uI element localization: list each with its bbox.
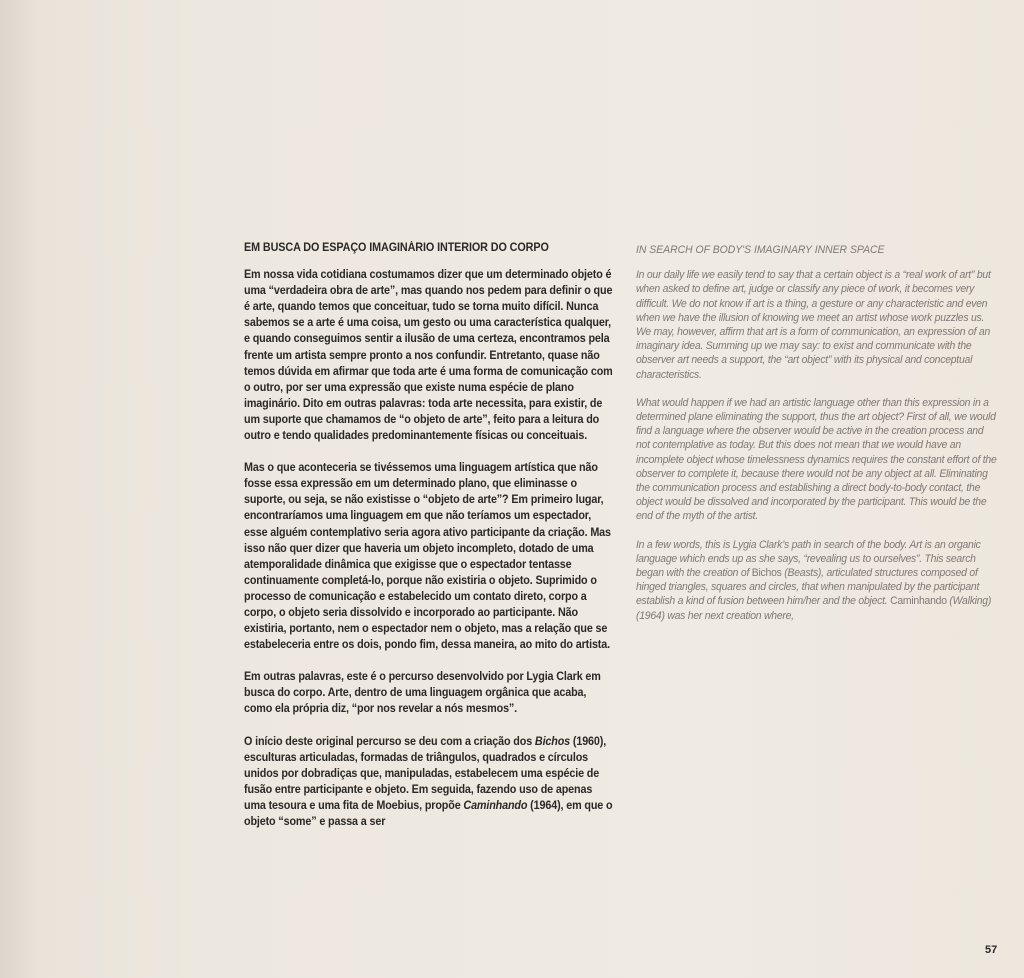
english-p3-bichos: Bichos — [751, 567, 782, 580]
english-p3-caminhando: Caminhando — [890, 595, 947, 608]
english-p3-text-b: (Beasts), articulated structures composed of hinged triangles, squares and circles, that when manipulated by the participant establish a kind of fusion between him/her and the object. — [636, 567, 980, 608]
portuguese-p4-text-b: (1960), esculturas articuladas, formadas de triângulos, quadrados e círculos unidos por dobradiças que, manipuladas, estabelecem uma espécie de fusão entre participante e objeto. Em seguida, fazendo uso de apenas uma tesoura e uma fita de Moebius, propõe — [244, 734, 607, 812]
english-p3-text-c: (Walking) (1964) was her next creation where, — [636, 595, 992, 622]
english-p3-text-a: In a few words, this is Lygia Clark’s path in search of the body. Art is an organic language which ends up as she says, “revealing us to ourselves”. This search began with the creation of — [636, 538, 981, 580]
portuguese-p4-text-a: O início deste original percurso se deu com a criação dos — [244, 734, 535, 748]
english-title: IN SEARCH OF BODY'S IMAGINARY INNER SPACE — [636, 244, 885, 256]
portuguese-column — [244, 240, 616, 846]
english-paragraph-3 — [636, 538, 999, 623]
english-column — [636, 243, 999, 637]
portuguese-paragraph-2: Mas o que aconteceria se tivéssemos uma linguagem artística que não fosse essa expressão em um determinado plano, que eliminasse o suporte, ou seja, se não existisse o “objeto de arte”? Em primeiro lugar, encontraríamos uma linguagem em que não teríamos um espectador, esse alguém contemplativo seria agora ativo participante da criação. Mas isso não quer dizer que haveria um objeto incompleto, dotado de uma atemporalidade dinâmica que exigisse que o espectador tentasse continuamente completá-lo, porque não existiria o objeto. Suprimido o processo de comunicação e estabelecido um contato direto, corpo a corpo, o objeto seria dissolvido e incorporado ao participante. Não existiria, portanto, nem o espectador nem o objeto, mas a relação que se estabeleceria entre os dois, pondo fim, dessa maneira, ao mito do artista. — [244, 461, 611, 652]
portuguese-paragraph-3: Em outras palavras, este é o percurso desenvolvido por Lygia Clark em busca do corpo. Arte, dentro de uma linguagem orgânica que acaba, como ela própria diz, “por nos revelar a nós mesmos”. — [244, 670, 601, 716]
portuguese-title: EM BUSCA DO ESPAÇO IMAGINÁRIO INTERIOR DO CORPO — [244, 241, 549, 254]
portuguese-p4-bichos: Bichos — [534, 734, 571, 748]
portuguese-p4-text-c: (1964), em que o objeto “some” e passa a ser — [244, 798, 613, 828]
english-paragraph-1: In our daily life we easily tend to say that a certain object is a “real work of art” but when asked to define art, judge or classify any piece of work, it becomes very difficult. We do not know if art is a thing, a gesture or any characteristic and even when we have the illusion of knowing we meet an artist whose work puzzles us. We may, however, affirm that art is a form of communication, an expression of an imaginary idea. Summing up we may say: to exist and communicate with the observer art needs a support, the “art object” with its physical and conceptual characteristics. — [636, 269, 991, 381]
portuguese-p4-caminhando: Caminhando — [463, 798, 528, 812]
page-number: 57 — [985, 944, 998, 956]
english-paragraph-2: What would happen if we had an artistic language other than this expression in a determined plane eliminating the support, thus the art object? First of all, we would find a language where the observer would be active in the creation process and not contemplative as today. But this does not mean that we would have an incomplete object whose timelessness dynamics requires the constant effort of the observer to complete it, because there would not be any object at all. Eliminating the communication process and establishing a direct body-to-body contact, the object would be dissolved and incorporated by the participant. This would be the end of the myth of the artist. — [636, 396, 997, 523]
portuguese-paragraph-4 — [244, 734, 616, 831]
portuguese-paragraph-1: Em nossa vida cotidiana costumamos dizer que um determinado objeto é uma “verdadeira obra de arte”, mas quando nos pedem para definir o que é arte, quando temos que conceituar, tudo se torna muito difícil. Nunca sabemos se a arte é uma coisa, um gesto ou uma característica qualquer, e quando conseguimos sentir a ilusão de uma certeza, encontramos pela frente um artista sempre pronto a nos confundir. Entretanto, quase não temos dúvida em afirmar que toda arte é uma forma de comunicação com o outro, por ser uma expressão que existe numa espécie de plano imaginário. Dito em outras palavras: toda arte necessita, para existir, de um suporte que chamamos de “o objeto de arte”, feito para a leitura do outro e tendo qualidades predominantemente físicas ou conceituais. — [244, 268, 613, 443]
